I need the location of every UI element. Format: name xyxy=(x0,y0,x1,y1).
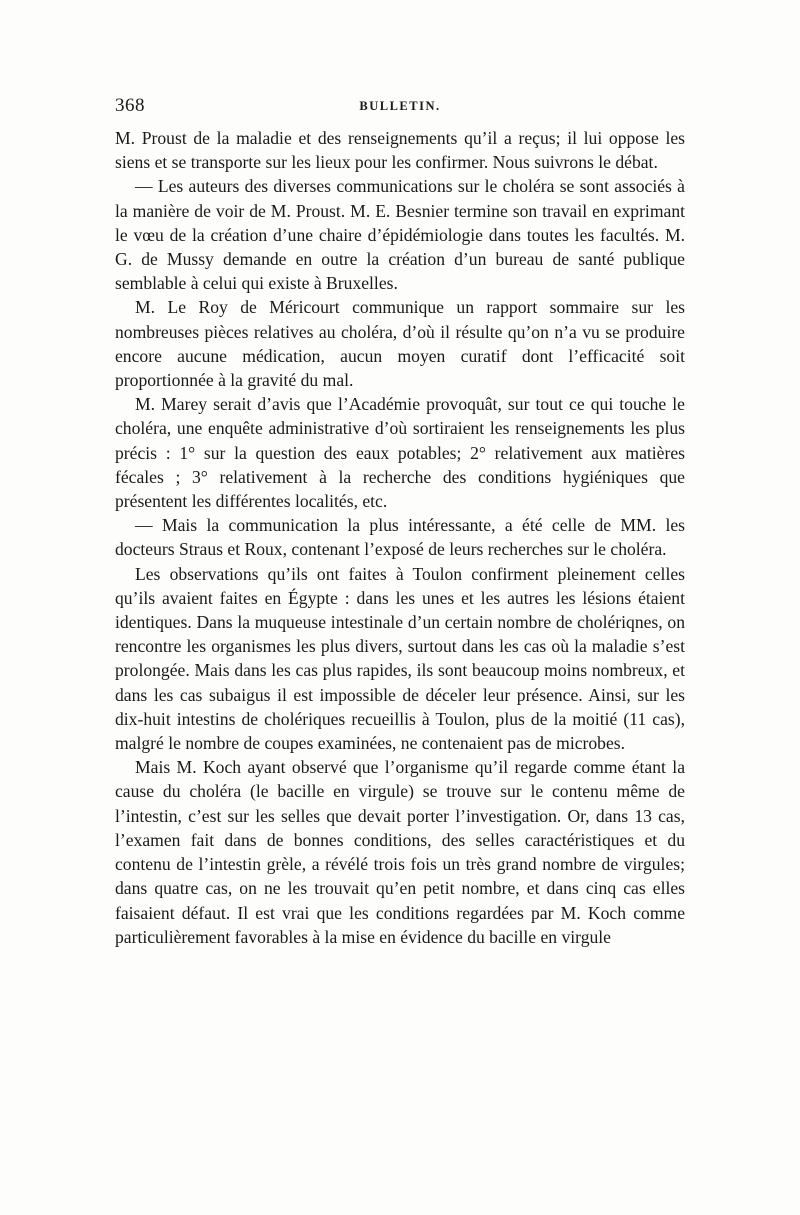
paragraph: M. Proust de la maladie et des renseignements qu’il a reçus; il lui oppose les siens et se transporte sur les lieux pour les confirmer. Nous suivrons le débat. xyxy=(115,128,685,173)
body-text xyxy=(115,126,685,949)
paragraph: — Les auteurs des diverses communications sur le choléra se sont associés à la manière de voir de M. Proust. M. E. Besnier termine son travail en exprimant le vœu de la création d’une chaire d’épidémiologie dans toutes les facultés. M. G. de Mussy demande en outre la création d’un bureau de santé publique semblable à celui qui existe à Bruxelles. xyxy=(115,176,685,294)
running-head: BULLETIN. xyxy=(359,99,441,113)
page-header xyxy=(115,95,685,119)
paragraph: Mais M. Koch ayant observé que l’organisme qu’il regarde comme étant la cause du choléra (le bacille en virgule) se trouve sur le contenu même de l’intestin, c’est sur les selles que devait porter l’investigation. Or, dans 13 cas, l’examen fait dans de bonnes conditions, des selles caractéristiques et du contenu de l’intestin grèle, a révélé trois fois un très grand nombre de virgules; dans quatre cas, on ne les trouvait qu’en petit nombre, et dans cinq cas elles faisaient défaut. Il est vrai que les conditions regardées par M. Koch comme particulièrement favorables à la mise en évidence du bacille en virgule xyxy=(115,757,685,947)
paragraph: Les observations qu’ils ont faites à Toulon confirment pleinement celles qu’ils avaient faites en Égypte : dans les unes et les autres les lésions étaient identiques. Dans la muqueuse intestinale d’un certain nombre de cholériqnes, on rencontre les organismes les plus divers, surtout dans les cas où la maladie s’est prolongée. Mais dans les cas plus rapides, ils sont beaucoup moins nombreux, et dans les cas subaigus il est impossible de déceler leur présence. Ainsi, sur les dix-huit intestins de cholériques recueillis à Toulon, plus de la moitié (11 cas), malgré le nombre de coupes examinées, ne contenaient pas de microbes. xyxy=(115,563,685,754)
paragraph: M. Marey serait d’avis que l’Académie provoquât, sur tout ce qui touche le choléra, une enquête administrative d’où sortiraient les renseignements les plus précis : 1° sur la question des eaux potables; 2° relativement aux matières fécales ; 3° relativement à la recherche des conditions hygiéniques que présentent les différentes localités, etc. xyxy=(115,394,685,512)
paragraph: — Mais la communication la plus intéressante, a été celle de MM. les docteurs Straus et Roux, contenant l’exposé de leurs recherches sur le choléra. xyxy=(115,515,685,560)
page-number: 368 xyxy=(115,95,145,116)
paragraph: M. Le Roy de Méricourt communique un rapport sommaire sur les nombreuses pièces relatives au choléra, d’où il résulte qu’on n’a vu se produire encore aucune médication, aucun moyen curatif dont l’efficacité soit proportionnée à la gravité du mal. xyxy=(115,297,685,391)
